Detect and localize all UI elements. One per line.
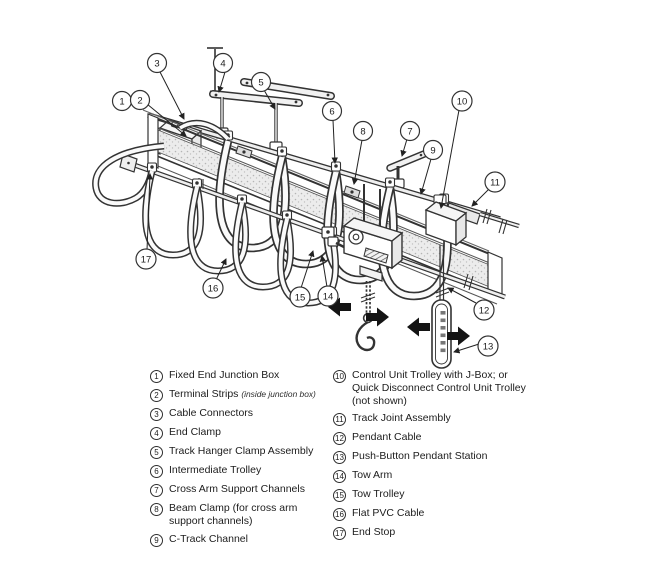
legend-label: End Stop <box>352 526 396 539</box>
legend-item-7 <box>150 483 350 497</box>
legend-number: 9 <box>150 534 163 547</box>
legend-item-13 <box>333 450 538 464</box>
callout-number: 12 <box>478 305 490 317</box>
callout-number: 15 <box>294 292 306 304</box>
legend-label: Intermediate Trolley <box>169 464 262 476</box>
legend-item-4 <box>150 426 350 440</box>
legend-label: Tow Arm <box>352 469 393 482</box>
travel-arrows-hoist <box>328 298 389 327</box>
legend-label: End Clamp <box>169 426 221 438</box>
legend-item-2 <box>150 388 350 402</box>
callout-12 <box>474 300 494 320</box>
callout-number: 7 <box>407 126 413 138</box>
legend-label: Fixed End Junction Box <box>169 369 280 381</box>
legend-number: 3 <box>150 408 163 421</box>
cross-arm-front <box>213 94 299 104</box>
arrow-right-icon <box>366 308 389 327</box>
callout-number: 14 <box>322 291 334 303</box>
callout-number: 13 <box>482 341 494 353</box>
control-unit-box <box>426 195 466 245</box>
callout-number: 11 <box>490 177 500 189</box>
legend-label: Beam Clamp (for cross arm support channels) <box>169 502 298 527</box>
callout-11 <box>485 172 505 192</box>
legend-item-8 <box>150 502 350 528</box>
legend-number: 4 <box>150 427 163 440</box>
legend-item-3 <box>150 407 350 421</box>
legend-number: 5 <box>150 446 163 459</box>
legend-label: Track Joint Assembly <box>352 412 451 425</box>
callout-number: 2 <box>137 95 143 107</box>
legend-number: 8 <box>150 503 163 516</box>
legend-label: Control Unit Trolley with J-Box; or Quick Disconnect Control Unit Trolley (not shown) <box>352 369 526 407</box>
callout-3 <box>148 54 167 73</box>
legend-item-15 <box>333 488 538 502</box>
callout-9 <box>424 141 443 160</box>
callout-number: 3 <box>154 58 160 70</box>
legend-label: Cross Arm Support Channels <box>169 483 305 495</box>
legend-item-10 <box>333 369 538 407</box>
legend-item-9 <box>150 533 350 547</box>
callout-5 <box>252 73 271 92</box>
beam-end-left <box>148 114 158 168</box>
legend-number: 15 <box>333 489 346 502</box>
legend-item-16 <box>333 507 538 521</box>
callout-number: 9 <box>430 145 436 157</box>
callout-6 <box>323 102 342 121</box>
legend-label: Flat PVC Cable <box>352 507 425 520</box>
legend-label: Push-Button Pendant Station <box>352 450 488 463</box>
legend-item-14 <box>333 469 538 483</box>
legend-left-column <box>150 369 350 552</box>
callout-16 <box>203 278 223 298</box>
callout-14 <box>318 286 338 306</box>
callout-17 <box>136 249 156 269</box>
legend-number: 7 <box>150 484 163 497</box>
callout-2 <box>131 91 150 110</box>
callout-13 <box>478 336 498 356</box>
legend-label: Cable Connectors <box>169 407 254 419</box>
callout-number: 1 <box>119 96 125 108</box>
legend-number: 16 <box>333 508 346 521</box>
legend-number: 12 <box>333 432 346 445</box>
callout-7 <box>401 122 420 141</box>
legend-number: 1 <box>150 370 163 383</box>
legend-right-column <box>333 369 538 545</box>
legend-number: 10 <box>333 370 346 383</box>
legend-label: Pendant Cable <box>352 431 422 444</box>
legend-number: 17 <box>333 527 346 540</box>
legend-note: (inside junction box) <box>241 389 316 399</box>
cross-arm-right <box>390 154 424 168</box>
callout-number: 10 <box>456 96 468 108</box>
callout-10 <box>452 91 472 111</box>
legend-label: C-Track Channel <box>169 532 248 545</box>
legend-item-1 <box>150 369 350 383</box>
callout-number: 8 <box>360 126 366 138</box>
callout-8 <box>354 122 373 141</box>
callout-1 <box>113 92 132 111</box>
legend-item-17 <box>333 526 538 540</box>
legend-label: Tow Trolley <box>352 488 405 501</box>
callout-15 <box>290 287 310 307</box>
hoist-chain <box>361 281 375 314</box>
legend-label: Track Hanger Clamp Assembly <box>169 445 314 457</box>
legend-item-12 <box>333 431 538 445</box>
legend-number: 13 <box>333 451 346 464</box>
legend-number: 14 <box>333 470 346 483</box>
legend-label <box>163 388 316 401</box>
callout-number: 4 <box>220 58 226 70</box>
legend-number: 2 <box>150 389 163 402</box>
callout-number: 16 <box>207 283 219 295</box>
arrow-left-icon <box>407 318 430 337</box>
legend-item-11 <box>333 412 538 426</box>
callout-number: 6 <box>329 106 335 118</box>
legend-item-6 <box>150 464 350 478</box>
legend-number: 6 <box>150 465 163 478</box>
legend-number: 11 <box>333 413 346 426</box>
callout-number: 17 <box>140 254 152 266</box>
callout-4 <box>214 54 233 73</box>
legend-item-5 <box>150 445 350 459</box>
legend-label-text: Terminal Strips <box>169 388 242 400</box>
callout-number: 5 <box>258 77 264 89</box>
